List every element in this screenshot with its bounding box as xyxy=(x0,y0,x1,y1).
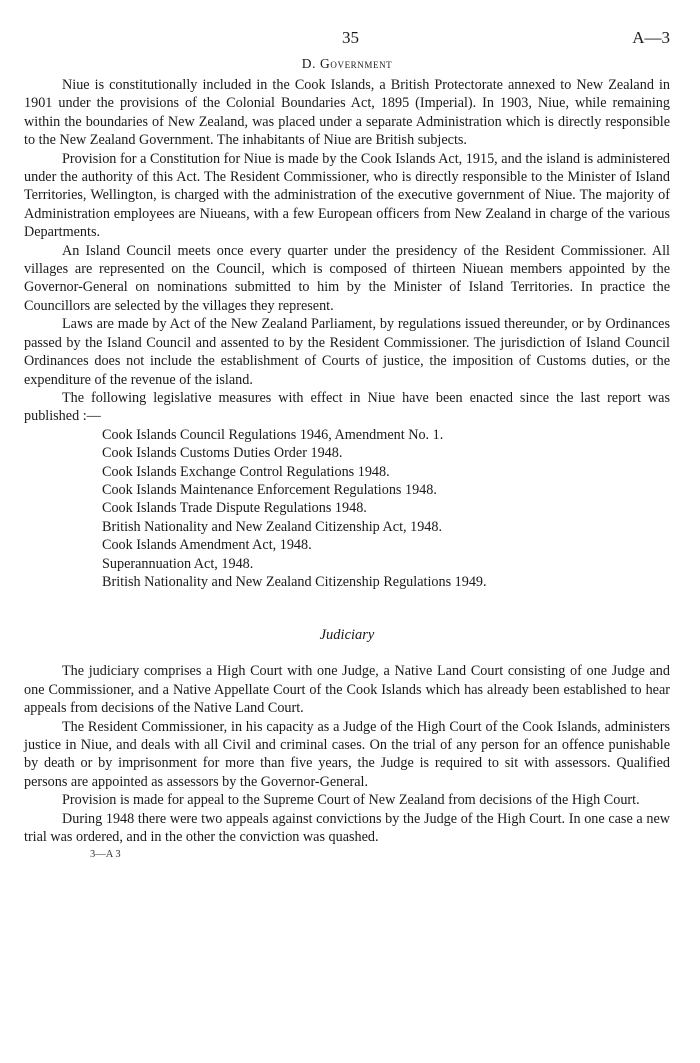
paragraph: The Resident Commissioner, in his capacity as a Judge of the High Court of the Cook Islands, administers justice in Niue, and deals with all Civil and criminal cases. On the trial of any person for an offence punishable by death or by imprisonment for more than five years, the Judge is required to sit with assessors. Qualified persons are appointed as assessors by the Governor-General. xyxy=(24,718,670,790)
list-item: Superannuation Act, 1948. xyxy=(102,555,254,572)
paragraph: An Island Council meets once every quarter under the presidency of the Resident Commissioner. All villages are represented on the Council, which is composed of thirteen Niuean members appointed by the Governor-General on nominations submitted to him by the Minister of Island Territories. In practice the Councillors are selected by the villages they represent. xyxy=(24,242,670,314)
paragraph: The judiciary comprises a High Court with one Judge, a Native Land Court consisting of one Judge and one Commissioner, and a Native Appellate Court of the Cook Islands which has already been established to hear appeals from decisions of the Native Land Court. xyxy=(24,663,670,717)
list-item: British Nationality and New Zealand Citizenship Act, 1948. xyxy=(102,518,443,535)
legislation-list xyxy=(24,426,670,592)
list-item: Cook Islands Trade Dispute Regulations 1948. xyxy=(102,500,367,517)
list-item: British Nationality and New Zealand Citizenship Regulations 1949. xyxy=(102,573,487,590)
paragraph: Niue is constitutionally included in the Cook Islands, a British Protectorate annexed to New Zealand in 1901 under the provisions of the Colonial Boundaries Act, 1895 (Imperial). In 1903, Niue, while remaining within the boundaries of New Zealand, was placed under a separate Administration which is directly responsible to the New Zealand Government. The inhabitants of Niue are British subjects. xyxy=(24,77,670,149)
list-item: Cook Islands Council Regulations 1946, Amendment No. 1. xyxy=(102,426,444,443)
document-page xyxy=(24,28,670,860)
section-heading-government: D. Government xyxy=(301,56,393,71)
sheet-reference: A—3 xyxy=(632,28,670,47)
page-number: 35 xyxy=(342,28,359,47)
list-item: Cook Islands Customs Duties Order 1948. xyxy=(102,445,343,462)
paragraph: Provision for a Constitution for Niue is made by the Cook Islands Act, 1915, and the island is administered under the authority of this Act. The Resident Commissioner, who is directly responsible to the Minister of Island Territories, Wellington, is charged with the administration of the executive government of Niue. The majority of Administration employees are Niueans, with a few European officers from New Zealand in charge of the various Departments. xyxy=(24,150,670,241)
paragraph: Laws are made by Act of the New Zealand Parliament, by regulations issued thereunder, or by Ordinances passed by the Island Council and assented to by the Resident Commissioner. The jurisdiction of Island Council Ordinances does not include the establishment of Courts of justice, the imposition of Customs duties, or the expenditure of the revenue of the island. xyxy=(24,316,670,388)
list-item: Cook Islands Maintenance Enforcement Regulations 1948. xyxy=(102,481,437,498)
sub-heading-judiciary: Judiciary xyxy=(319,627,375,644)
judiciary-section xyxy=(24,662,670,846)
government-section xyxy=(24,76,670,426)
running-head xyxy=(24,28,670,52)
paragraph: The following legislative measures with effect in Niue have been enacted since the last report was published :— xyxy=(24,389,670,425)
printer-signature-mark: 3—A 3 xyxy=(90,849,121,861)
paragraph: During 1948 there were two appeals against convictions by the Judge of the High Court. In one case a new trial was ordered, and in the other the conviction was quashed. xyxy=(24,810,670,846)
list-item: Cook Islands Amendment Act, 1948. xyxy=(102,537,312,554)
list-item: Cook Islands Exchange Control Regulations 1948. xyxy=(102,463,390,480)
paragraph: Provision is made for appeal to the Supreme Court of New Zealand from decisions of the High Court. xyxy=(62,792,640,809)
